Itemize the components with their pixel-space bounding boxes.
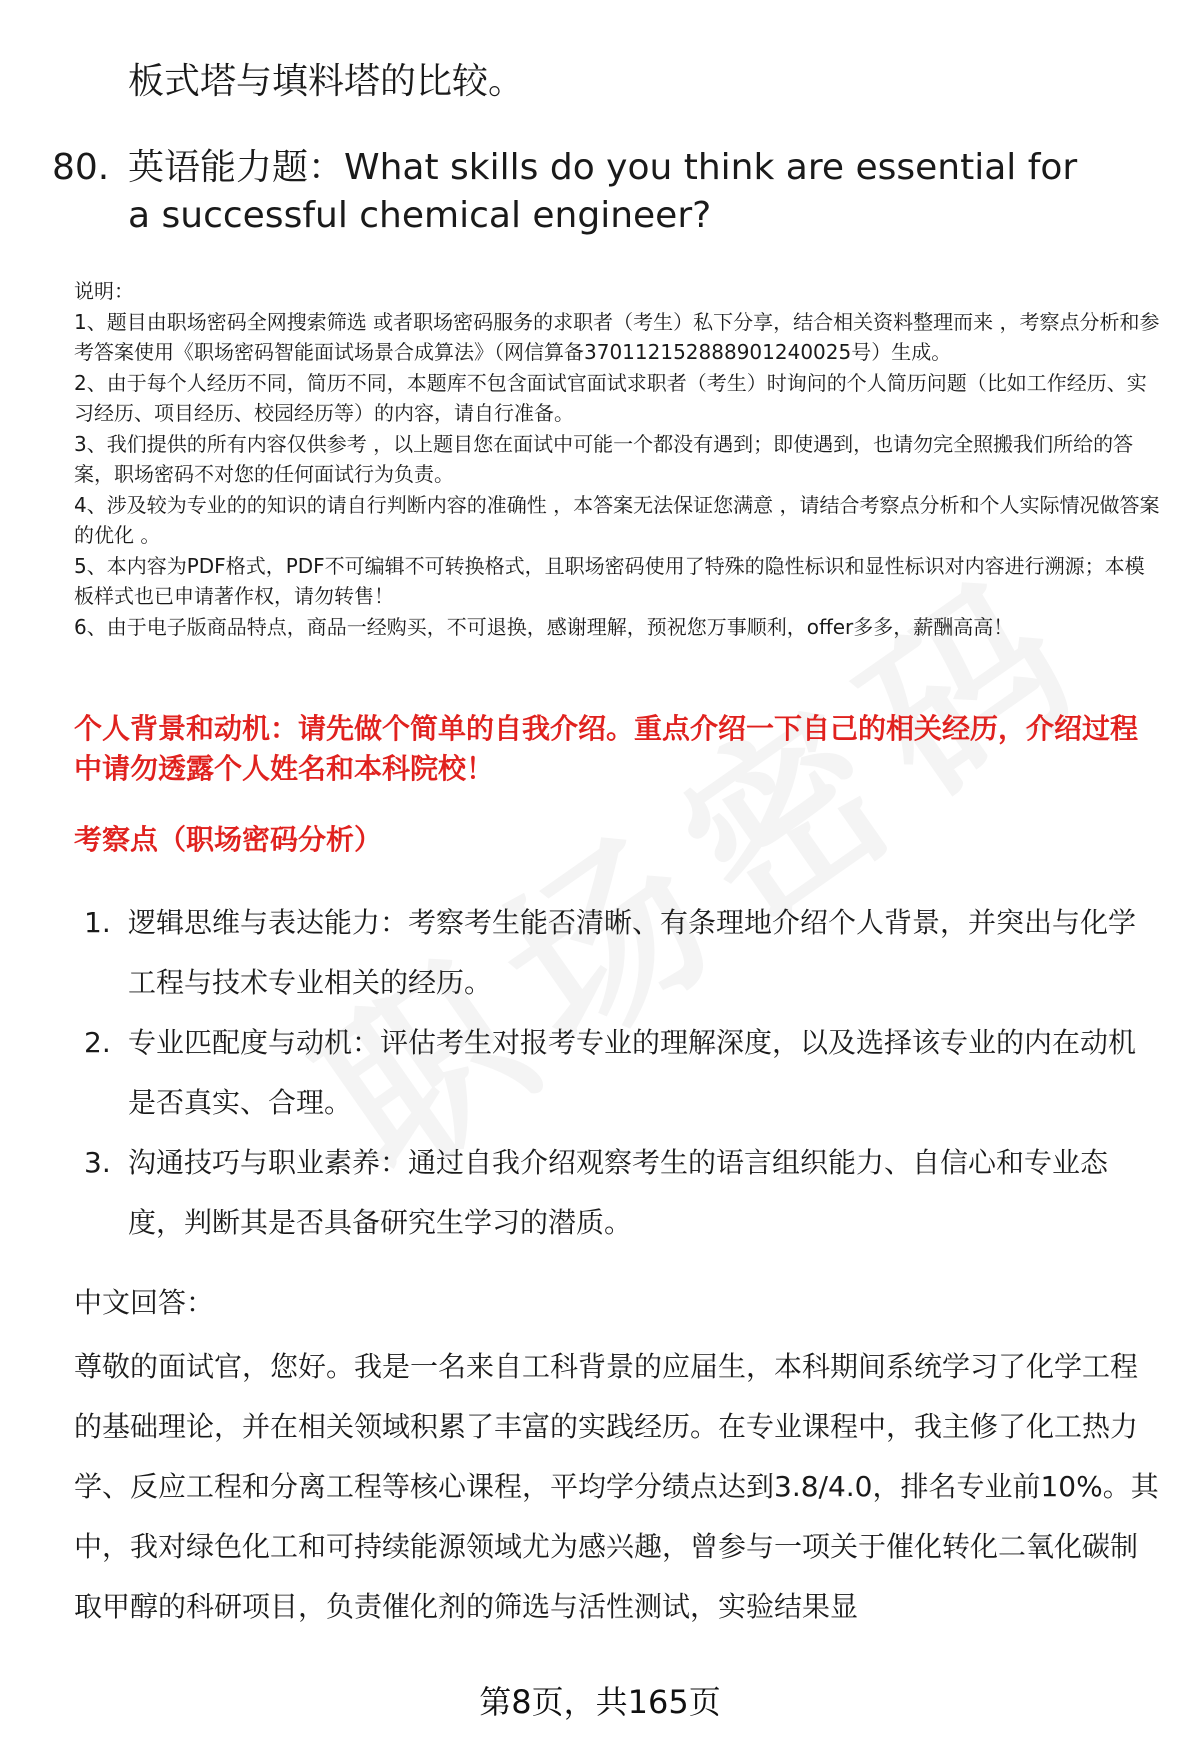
page-footer: 第8页，共165页 xyxy=(479,1683,721,1721)
section-title: 个人背景和动机：请先做个简单的自我介绍。重点介绍一下自己的相关经历，介绍过程中请勿透露个人姓名和本科院校！ xyxy=(74,712,1139,785)
notes-block xyxy=(74,276,1164,642)
list-item xyxy=(78,1013,1158,1133)
point-number: 1. xyxy=(84,906,111,939)
answer-text: 尊敬的面试官，您好。我是一名来自工科背景的应届生，本科期间系统学习了化学工程的基础理论，并在相关领域积累了丰富的实践经历。在专业课程中，我主修了化工热力学、反应工程和分离工程等核心课程，平均学分绩点达到3.8/4.0，排名专业前10%。其中，我对绿色化工和可持续能源领域尤为感兴趣，曾参与一项关于催化转化二氧化碳制取甲醇的科研项目，负责催化剂的筛选与活性测试，实验结果显 xyxy=(74,1350,1159,1623)
note-item: 3、我们提供的所有内容仅供参考 ，以上题目您在面试中可能一个都没有遇到；即使遇到，也请勿完全照搬我们所给的答案，职场密码不对您的任何面试行为负责。 xyxy=(74,431,1134,486)
note-item: 4、涉及较为专业的的知识的请自行判断内容的准确性 ，本答案无法保证您满意 ，请结合考察点分析和个人实际情况做答案的优化 。 xyxy=(74,492,1160,547)
assessment-points xyxy=(78,893,1158,1253)
note-item: 6、由于电子版商品特点，商品一经购买，不可退换，感谢理解，预祝您万事顺利，offer多多，薪酬高高！ xyxy=(74,614,1014,639)
section-subtitle: 考察点（职场密码分析） xyxy=(74,823,383,856)
answer-label: 中文回答： xyxy=(74,1286,215,1319)
point-text: 专业匹配度与动机：评估考生对报考专业的理解深度，以及选择该专业的内在动机是否真实、合理。 xyxy=(128,1026,1137,1119)
point-text: 沟通技巧与职业素养：通过自我介绍观察考生的语言组织能力、自信心和专业态度，判断其是否具备研究生学习的潜质。 xyxy=(128,1146,1109,1239)
question-text: 英语能力题：What skills do you think are essential for a successful chemical engineer? xyxy=(128,147,1078,236)
point-number: 2. xyxy=(84,1026,111,1059)
list-item xyxy=(78,893,1158,1013)
note-item: 2、由于每个人经历不同，简历不同，本题库不包含面试官面试求职者（考生）时询问的个人简历问题（比如工作经历、实习经历、项目经历、校园经历等）的内容，请自行准备。 xyxy=(74,370,1147,425)
list-item xyxy=(78,1133,1158,1253)
note-item: 5、本内容为PDF格式，PDF不可编辑不可转换格式，且职场密码使用了特殊的隐性标识和显性标识对内容进行溯源；本模板样式也已申请著作权，请勿转售！ xyxy=(74,553,1145,608)
question-number: 80. xyxy=(52,147,110,188)
previous-question-tail: 板式塔与填料塔的比较。 xyxy=(128,61,525,102)
point-number: 3. xyxy=(84,1146,111,1179)
point-text: 逻辑思维与表达能力：考察考生能否清晰、有条理地介绍个人背景，并突出与化学工程与技术专业相关的经历。 xyxy=(128,906,1137,999)
note-item: 1、题目由职场密码全网搜索筛选 或者职场密码服务的求职者（考生）私下分享，结合相关资料整理而来 ，考察点分析和参考答案使用《职场密码智能面试场景合成算法》（网信算备370112152888901240025号）生成。 xyxy=(74,309,1160,364)
notes-heading: 说明： xyxy=(74,279,134,303)
